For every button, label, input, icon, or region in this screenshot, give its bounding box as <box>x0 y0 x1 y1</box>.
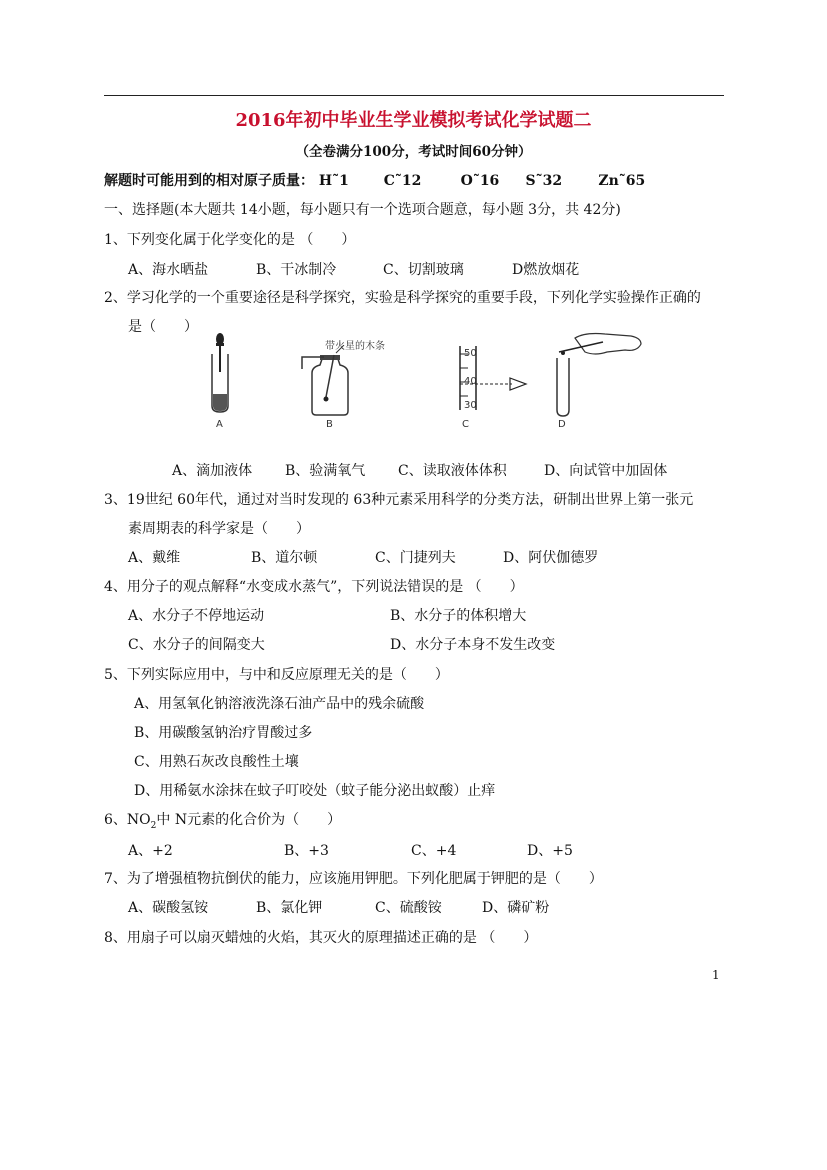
q3-option-c: C、门捷列夫 <box>375 550 456 566</box>
scale-tick-30: 30 <box>464 400 477 411</box>
q5-option-d: D、用稀氨水涂抹在蚊子叮咬处（蚊子能分泌出蚁酸）止痒 <box>134 783 496 799</box>
atomic-masses <box>104 172 645 190</box>
mass-zn: Zn˜65 <box>598 173 646 189</box>
figure-b-gas-bottle <box>300 345 360 417</box>
q4-option-b: B、水分子的体积增大 <box>390 608 527 624</box>
exam-title: 2016年初中毕业生学业模拟考试化学试题二 <box>235 110 592 131</box>
question-8-stem: 8、用扇子可以扇灭蜡烛的火焰，其灭火的原理描述正确的是 （ ） <box>104 930 538 946</box>
q2-option-a: A、滴加液体 <box>172 463 253 479</box>
q6-stem-pre: 6、NO <box>104 812 151 828</box>
mass-o: O˜16 <box>460 173 500 189</box>
q3-option-d: D、阿伏伽德罗 <box>503 550 599 566</box>
q6-stem-post: 中 N元素的化合价为（ ） <box>156 812 342 828</box>
q3-option-a: A、戴维 <box>128 550 181 566</box>
question-1-stem: 1、下列变化属于化学变化的是 （ ） <box>104 232 356 248</box>
q7-option-a: A、碳酸氢铵 <box>128 900 209 916</box>
q4-option-a: A、水分子不停地运动 <box>128 608 265 624</box>
q3-option-b: B、道尔顿 <box>251 550 318 566</box>
question-4-stem: 4、用分子的观点解释“水变成水蒸气”，下列说法错误的是 （ ） <box>104 579 524 595</box>
figure-d-adding-solid <box>545 330 645 418</box>
q2-option-b: B、验满氧气 <box>285 463 366 479</box>
question-2-stem-line1: 2、学习化学的一个重要途径是科学探究，实验是科学探究的重要手段，下列化学实验操作正确的 <box>104 290 701 306</box>
figure-a-label: A <box>216 419 223 430</box>
figure-c-cylinder-reading <box>446 344 528 414</box>
scale-tick-40: 40 <box>464 376 477 387</box>
header-rule <box>104 95 724 96</box>
figure-b-label: B <box>326 419 333 430</box>
q4-option-c: C、水分子的间隔变大 <box>128 637 265 653</box>
q6-option-c: C、+4 <box>411 843 457 859</box>
mass-s: S˜32 <box>525 173 563 189</box>
page-number: 1 <box>712 968 720 982</box>
q2-option-d: D、向试管中加固体 <box>544 463 668 479</box>
q6-option-a: A、+2 <box>128 843 173 859</box>
question-6-stem <box>104 811 341 835</box>
q2-option-c: C、读取液体体积 <box>398 463 507 479</box>
q6-option-b: B、+3 <box>284 843 329 859</box>
q7-option-b: B、氯化钾 <box>256 900 323 916</box>
atomic-masses-label: 解题时可能用到的相对原子质量： <box>104 173 314 189</box>
figure-d-label: D <box>558 419 566 430</box>
q5-option-b: B、用碳酸氢钠治疗胃酸过多 <box>134 725 313 741</box>
q4-option-d: D、水分子本身不发生改变 <box>390 637 556 653</box>
figure-b-splint-label: 带火星的木条 <box>325 341 385 352</box>
q1-option-a: A、海水晒盐 <box>128 262 209 278</box>
question-7-stem: 7、为了增强植物抗倒伏的能力，应该施用钾肥。下列化肥属于钾肥的是（ ） <box>104 871 603 887</box>
question-3-stem-line2: 素周期表的科学家是（ ） <box>128 521 310 537</box>
q6-stem-sub: 2 <box>150 820 157 831</box>
question-3-stem-line1: 3、19世纪 60年代，通过对当时发现的 63种元素采用科学的分类方法，研制出世界上第一张元 <box>104 492 694 508</box>
q5-option-c: C、用熟石灰改良酸性土壤 <box>134 754 299 770</box>
q7-option-c: C、硫酸铵 <box>375 900 442 916</box>
scale-tick-50: 50 <box>464 348 477 359</box>
figure-c-label: C <box>462 419 469 430</box>
question-2-stem-line2: 是（ ） <box>128 319 198 335</box>
mass-h: H˜1 <box>318 173 349 189</box>
question-5-stem: 5、下列实际应用中，与中和反应原理无关的是（ ） <box>104 667 449 683</box>
q1-option-b: B、干冰制冷 <box>256 262 337 278</box>
q5-option-a: A、用氢氧化钠溶液洗涤石油产品中的残余硫酸 <box>134 696 425 712</box>
q7-option-d: D、磷矿粉 <box>482 900 550 916</box>
q1-option-c: C、切割玻璃 <box>383 262 464 278</box>
section-one-heading: 一、选择题(本大题共 14小题，每小题只有一个选项合题意，每小题 3分，共 42分) <box>104 202 621 218</box>
mass-c: C˜12 <box>383 173 422 189</box>
exam-subtitle: （全卷满分100分，考试时间60分钟） <box>295 144 532 160</box>
q1-option-d: D燃放烟花 <box>512 262 580 278</box>
figure-a-dropper-tube <box>205 332 235 417</box>
q6-option-d: D、+5 <box>527 843 573 859</box>
